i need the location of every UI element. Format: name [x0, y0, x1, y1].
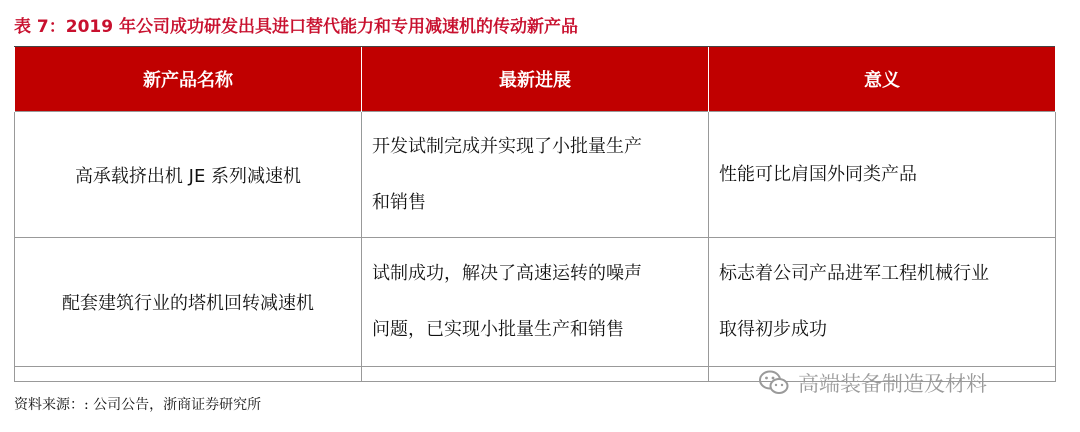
significance-line: 性能可比肩国外同类产品 [719, 163, 917, 185]
header-latest-progress: 最新进展 [362, 47, 709, 112]
wechat-icon [758, 369, 790, 397]
progress-cell [362, 112, 709, 238]
product-name-cell: 配套建筑行业的塔机回转减速机 [15, 238, 362, 367]
watermark [758, 368, 987, 398]
header-significance: 意义 [709, 47, 1056, 112]
watermark-text: 高端装备制造及材料 [798, 372, 987, 396]
significance-cell [709, 238, 1056, 367]
header-product-name: 新产品名称 [15, 47, 362, 112]
product-table-container [14, 46, 1055, 381]
significance-line: 标志着公司产品进军工程机械行业 [719, 263, 989, 284]
empty-cell [15, 367, 362, 382]
table-row [15, 112, 1056, 238]
product-name-cell: 高承载挤出机 JE 系列减速机 [15, 112, 362, 238]
source-note: 资料来源：: 公司公告，浙商证券研究所 [14, 397, 262, 413]
significance-line: 取得初步成功 [719, 319, 827, 340]
significance-cell [709, 112, 1056, 238]
progress-cell [362, 238, 709, 367]
table-title: 表 7：2019 年公司成功研发出具进口替代能力和专用减速机的传动新产品 [14, 17, 578, 37]
empty-cell [362, 367, 709, 382]
progress-line: 问题，已实现小批量生产和销售 [372, 319, 624, 340]
table-row [15, 238, 1056, 367]
progress-line: 试制成功，解决了高速运转的噪声 [372, 263, 642, 284]
product-table [14, 47, 1056, 382]
table-header-row [15, 47, 1056, 112]
progress-line: 开发试制完成并实现了小批量生产 [372, 135, 642, 157]
progress-line: 和销售 [372, 191, 426, 213]
